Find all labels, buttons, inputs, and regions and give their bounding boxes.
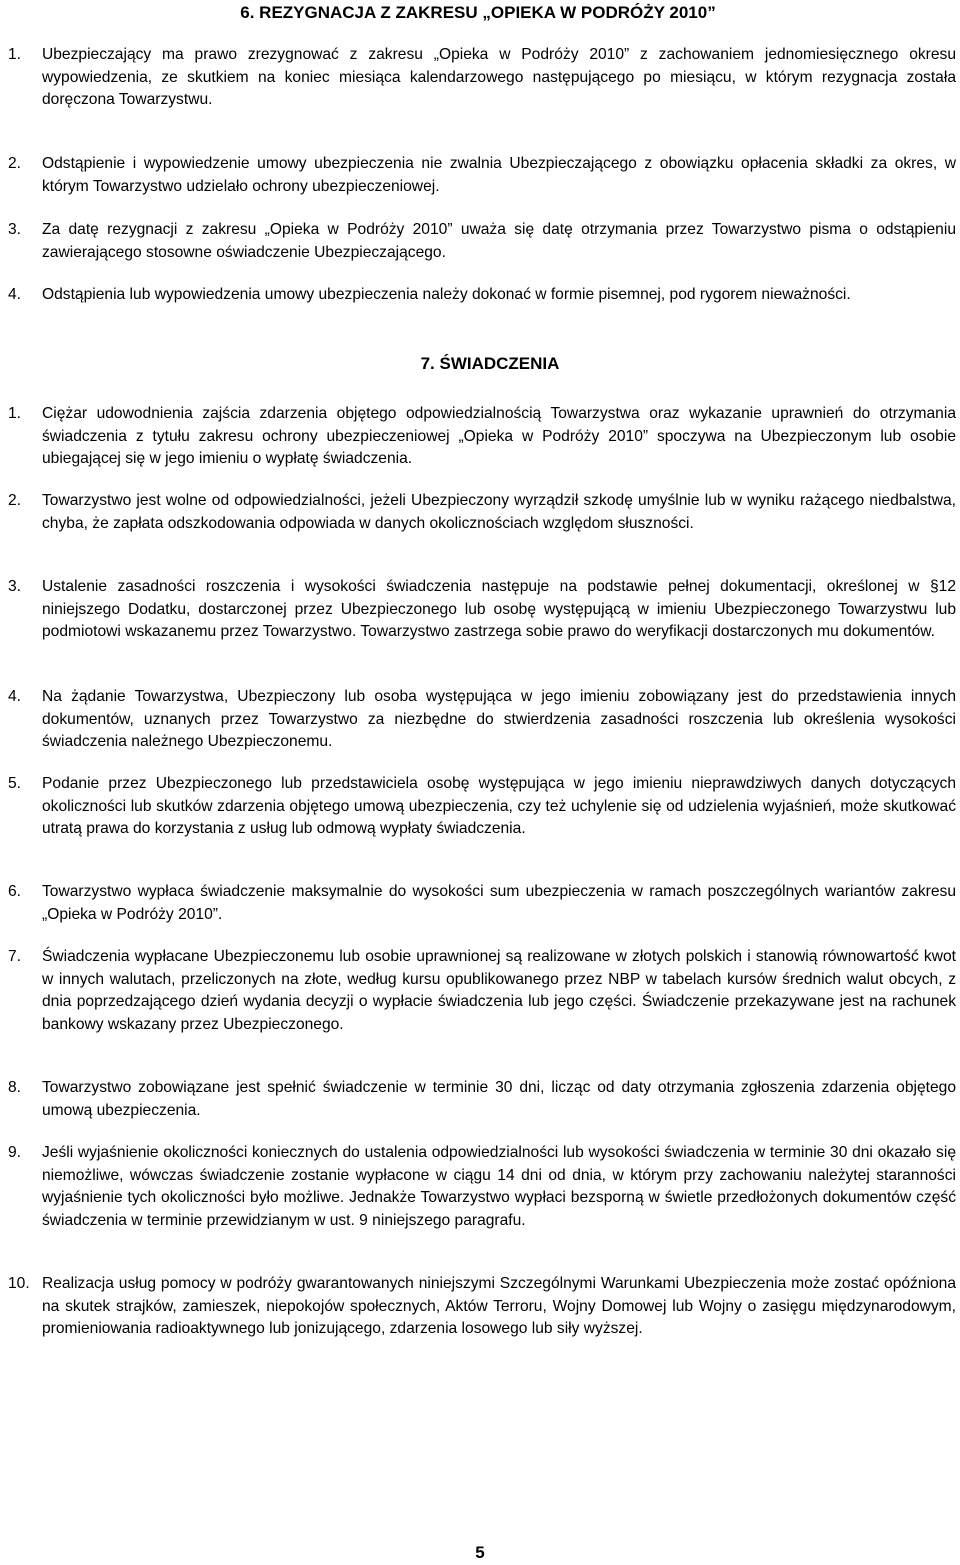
page-number (0, 1543, 960, 1563)
section-6-item-2 (8, 153, 956, 198)
section-7-item-7 (8, 946, 956, 1036)
item-number: 7. (8, 948, 22, 965)
item-text: Odstąpienia lub wypowiedzenia umowy ubezpieczenia należy dokonać w formie pisemnej, pod rygorem nieważności. (42, 286, 851, 303)
item-text: Podanie przez Ubezpieczonego lub przedstawiciela osobę występująca w jego imieniu nieprawdziwych danych dotyczących okoliczności lub skutków zdarzenia objętego umową ubezpieczenia, czy też uchylenie się od udzielenia wyjaśnień, może skutkować utratą prawa do korzystania z usług lub odmową wypłaty świadczenia. (42, 775, 956, 837)
section-6-item-3 (8, 219, 956, 264)
section-7-item-1 (8, 403, 956, 471)
item-text: Towarzystwo jest wolne od odpowiedzialności, jeżeli Ubezpieczony wyrządził szkodę umyślnie lub w wyniku rażącego niedbalstwa, chyba, że zapłata odszkodowania odpowiada w danych okolicznościach względom słuszności. (42, 492, 956, 532)
section-7-item-10 (8, 1273, 956, 1341)
item-text: Jeśli wyjaśnienie okoliczności koniecznych do ustalenia odpowiedzialności lub wysokości świadczenia w terminie 30 dni okazało się niemożliwe, wówczas świadczenie zostanie wypłacone w ciągu 14 dni od dnia, w którym przy zachowaniu należytej staranności wyjaśnienie tych okoliczności było możliwe. Jednakże Towarzystwo wypłaci bezsporną w świetle przedłożonych dokumentów część świadczenia w terminie przewidzianym w ust. 9 niniejszego paragrafu. (42, 1144, 956, 1229)
item-number: 8. (8, 1079, 22, 1096)
item-number: 1. (8, 405, 22, 422)
item-text: Ubezpieczający ma prawo zrezygnować z zakresu „Opieka w Podróży 2010” z zachowaniem jednomiesięcznego okresu wypowiedzenia, ze skutkiem na koniec miesiąca kalendarzowego następującego po miesiącu, w którym rezygnacja została doręczona Towarzystwu. (42, 46, 956, 108)
section-7-item-9 (8, 1142, 956, 1232)
item-number: 4. (8, 286, 22, 303)
item-number: 4. (8, 688, 22, 705)
section-7-item-8 (8, 1077, 956, 1122)
section-6-item-4 (8, 284, 956, 307)
item-text: Towarzystwo wypłaca świadczenie maksymalnie do wysokości sum ubezpieczenia w ramach poszczególnych wariantów zakresu „Opieka w Podróży 2010”. (42, 883, 956, 923)
section-6-item-1 (8, 44, 956, 112)
item-number: 9. (8, 1144, 22, 1161)
section-7-heading: 7. ŚWIADCZENIA (420, 354, 560, 373)
item-text: Towarzystwo zobowiązane jest spełnić świadczenie w terminie 30 dni, licząc od daty otrzymania zgłoszenia zdarzenia objętego umową ubezpieczenia. (42, 1079, 956, 1119)
item-number: 3. (8, 578, 22, 595)
item-text: Odstąpienie i wypowiedzenie umowy ubezpieczenia nie zwalnia Ubezpieczającego z obowiązku opłacenia składki za okres, w którym Towarzystwo udzielało ochrony ubezpieczeniowej. (42, 155, 956, 195)
item-text: Za datę rezygnacji z zakresu „Opieka w Podróży 2010” uważa się datę otrzymania przez Towarzystwo pisma o odstąpieniu zawierającego stosowne oświadczenie Ubezpieczającego. (42, 221, 956, 261)
item-text: Na żądanie Towarzystwa, Ubezpieczony lub osoba występująca w jego imieniu zobowiązany jest do przedstawienia innych dokumentów, uznanych przez Towarzystwo za niezbędne do stwierdzenia zasadności roszczenia lub określenia wysokości świadczenia należnego Ubezpieczonemu. (42, 688, 956, 750)
item-number: 2. (8, 155, 22, 172)
item-number: 5. (8, 775, 22, 792)
section-7-item-4 (8, 686, 956, 754)
item-text: Ciężar udowodnienia zajścia zdarzenia objętego odpowiedzialnością Towarzystwa oraz wykazanie uprawnień do otrzymania świadczenia z tytułu zakresu ochrony ubezpieczeniowej „Opieka w Podróży 2010” spoczywa na Ubezpieczonym lub osobie ubiegającej się w jego imieniu o wypłatę świadczenia. (42, 405, 956, 467)
item-number: 1. (8, 46, 22, 63)
page-number-label: 5 (475, 1543, 485, 1562)
item-number: 10. (8, 1275, 30, 1292)
item-number: 2. (8, 492, 22, 509)
section-7-item-6 (8, 881, 956, 926)
item-number: 6. (8, 883, 22, 900)
section-7-item-2 (8, 490, 956, 535)
section-7-item-3 (8, 576, 956, 644)
item-number: 3. (8, 221, 22, 238)
item-text: Świadczenia wypłacane Ubezpieczonemu lub osobie uprawnionej są realizowane w złotych polskich i stanowią równowartość kwot w innych walutach, przeliczonych na złote, według kursu opublikowanego przez NBP w tabelach kursów średnich walut obcych, z dnia poprzedzającego dzień wydania decyzji o wypłacie świadczenia lub jego części. Świadczenie przekazywane jest na rachunek bankowy wskazany przez Ubezpieczonego. (42, 948, 956, 1033)
section-6-heading: 6. REZYGNACJA Z ZAKRESU „OPIEKA W PODRÓŻY 2010” (240, 3, 716, 22)
item-text: Realizacja usług pomocy w podróży gwarantowanych niniejszymi Szczególnymi Warunkami Ubezpieczenia może zostać opóźniona na skutek strajków, zamieszek, niepokojów społecznych, Aktów Terroru, Wojny Domowej lub Wojny o zasięgu międzynarodowym, promieniowania radioaktywnego lub jonizującego, zdarzenia losowego lub siły wyższej. (42, 1275, 956, 1337)
item-text: Ustalenie zasadności roszczenia i wysokości świadczenia następuje na podstawie pełnej dokumentacji, określonej w §12 niniejszego Dodatku, dostarczonej przez Ubezpieczonego lub osobę występującą w imieniu Ubezpieczonego Towarzystwu lub podmiotowi wskazanemu przez Towarzystwo. Towarzystwo zastrzega sobie prawo do weryfikacji dostarczonych mu dokumentów. (42, 578, 956, 640)
section-7-item-5 (8, 773, 956, 841)
